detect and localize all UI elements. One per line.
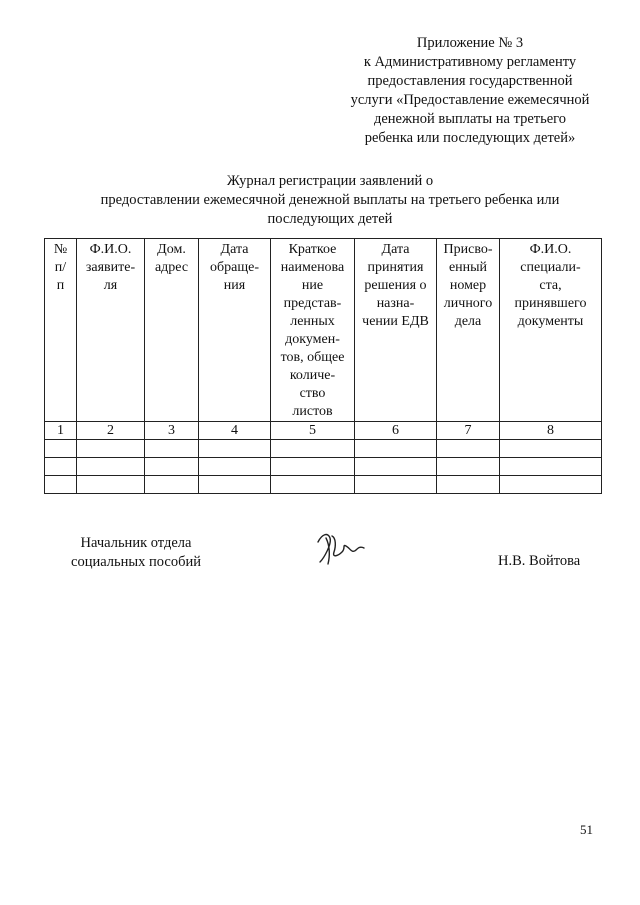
table-cell [199, 476, 271, 494]
table-cell [271, 458, 355, 476]
table-header-cell [145, 239, 199, 422]
table-cell [145, 440, 199, 458]
column-number: 3 [145, 422, 199, 440]
header-text: Ф.И.О. заявите- ля [85, 242, 136, 293]
table-header-cell [500, 239, 602, 422]
table-cell [45, 458, 77, 476]
header-text: Краткое наименова ние представ- ленных докумен- тов, общее количе- ство листов [280, 242, 345, 419]
table-cell [271, 476, 355, 494]
table-cell [437, 440, 500, 458]
header-text: Ф.И.О. специали- ста, принявшего документы [514, 242, 587, 329]
header-text: № п/ п [53, 242, 68, 293]
table-header-cell [271, 239, 355, 422]
annex-line: к Административному регламенту [363, 54, 577, 70]
table-cell [500, 440, 602, 458]
table-cell [145, 458, 199, 476]
column-number: 7 [437, 422, 500, 440]
table-cell [437, 476, 500, 494]
table-cell [77, 458, 145, 476]
table-cell [271, 440, 355, 458]
column-number: 2 [77, 422, 145, 440]
table-cell [500, 476, 602, 494]
table-cell [355, 476, 437, 494]
annex-line: денежной выплаты на третьего [373, 111, 566, 127]
table-header-cell [437, 239, 500, 422]
table-cell [355, 458, 437, 476]
table-header-row [45, 239, 602, 422]
table-cell [77, 440, 145, 458]
title-line: последующих детей [267, 211, 393, 227]
column-number: 4 [199, 422, 271, 440]
table-number-row [45, 422, 602, 440]
table-cell [437, 458, 500, 476]
table-row [45, 458, 602, 476]
table-cell [145, 476, 199, 494]
signatory-name: Н.В. Войтова [498, 553, 581, 569]
table-cell [355, 440, 437, 458]
header-text: Дом. адрес [154, 242, 189, 275]
column-number: 6 [355, 422, 437, 440]
table-header-cell [45, 239, 77, 422]
column-number: 8 [500, 422, 602, 440]
table-cell [199, 458, 271, 476]
page-number: 51 [580, 822, 593, 837]
column-number: 5 [271, 422, 355, 440]
table-cell [45, 440, 77, 458]
position-line: Начальник отдела [80, 535, 192, 551]
title-line: Журнал регистрации заявлений о [226, 173, 434, 189]
table-row [45, 440, 602, 458]
header-text: Дата принятия решения о назна- чении ЕДВ [362, 242, 429, 329]
table-cell [77, 476, 145, 494]
table-header-cell [355, 239, 437, 422]
signatory-position [66, 534, 206, 572]
position-line: социальных пособий [71, 554, 201, 570]
annex-line: предоставления государственной [367, 73, 573, 89]
header-text: Присво- енный номер личного дела [443, 242, 493, 329]
table-header-cell [199, 239, 271, 422]
annex-line: Приложение № 3 [416, 35, 524, 51]
header-text: Дата обраще- ния [210, 242, 259, 293]
document-title [60, 172, 600, 229]
annex-line: услуги «Предоставление ежемесячной [350, 92, 590, 108]
annex-header [330, 34, 610, 148]
registration-journal-table [44, 238, 602, 494]
column-number: 1 [45, 422, 77, 440]
table-header-cell [77, 239, 145, 422]
table-cell [45, 476, 77, 494]
handwritten-signature [312, 528, 372, 568]
table-cell [199, 440, 271, 458]
annex-line: ребенка или последующих детей» [364, 130, 576, 146]
title-line: предоставлении ежемесячной денежной выплаты на третьего ребенка или [100, 192, 560, 208]
table-cell [500, 458, 602, 476]
table-row [45, 476, 602, 494]
